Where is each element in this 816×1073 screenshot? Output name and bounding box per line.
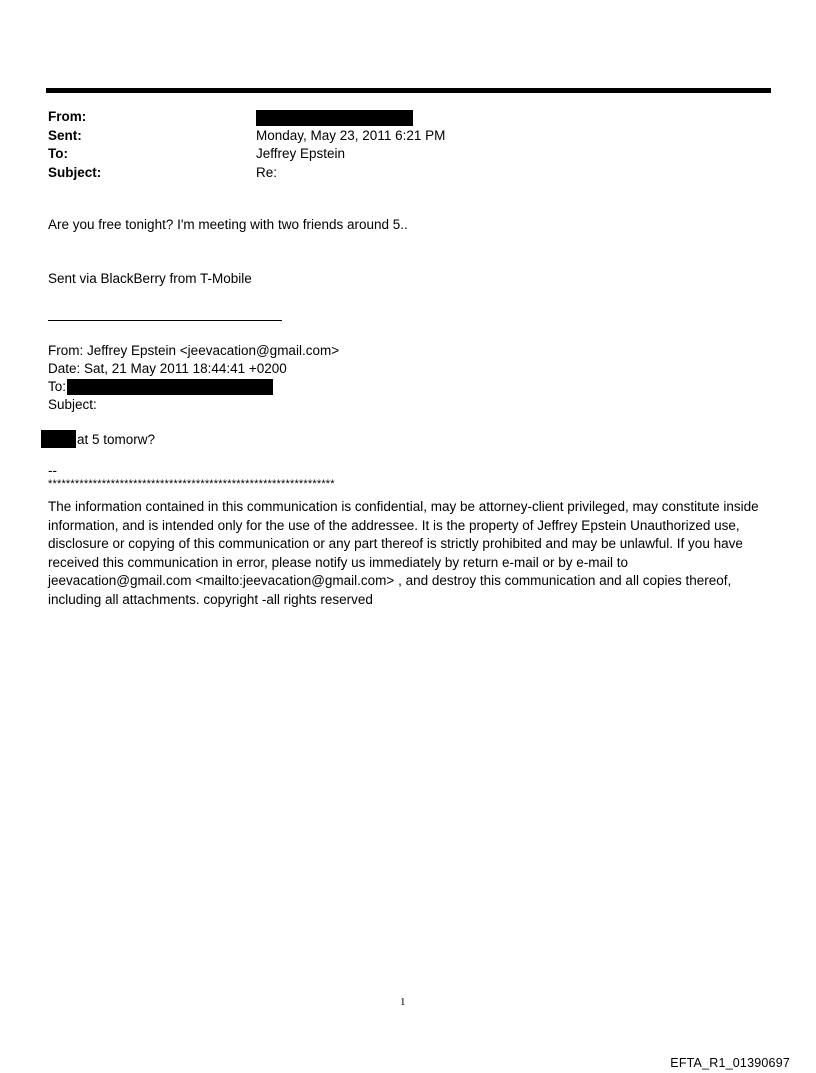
redaction-box	[67, 379, 273, 395]
confidentiality-notice: The information contained in this communication is confidential, may be attorney-client privileged, may constitute inside information, and is intended only for the use of the addressee. It is the property of Jeffrey Epstein Unauthorized use, disclosure or copying of this communication or any part thereof is strictly prohibited and may be unlawful. If you have received this communication in error, please notify us immediately by return e-mail or by e-mail to jeevacation@gmail.com <mailto:jeevacation@gmail.com> , and destroy this communication and all copies thereof, including all attachments. copyright -all rights reserved	[48, 499, 759, 607]
sent-label: Sent:	[48, 127, 82, 143]
disclaimer-block	[48, 464, 768, 609]
signature-line: Sent via BlackBerry from T-Mobile	[48, 271, 252, 286]
header-from-row	[48, 108, 748, 127]
subject-value: Re:	[256, 164, 278, 180]
message-body: Are you free tonight? I'm meeting with two friends around 5..	[48, 217, 408, 232]
quoted-date: Date: Sat, 21 May 2011 18:44:41 +0200	[48, 361, 287, 376]
quoted-message-row	[41, 430, 155, 449]
quoted-from: From: Jeffrey Epstein <jeevacation@gmail.com>	[48, 343, 340, 358]
from-label: From:	[48, 109, 87, 124]
asterisk-divider: ****************************************************************	[48, 478, 335, 490]
quoted-to-row	[48, 378, 339, 396]
top-divider	[46, 88, 771, 93]
to-label: To:	[48, 146, 68, 161]
bates-number: EFTA_R1_01390697	[670, 1056, 790, 1070]
quoted-message: at 5 tomorw?	[77, 432, 156, 447]
signature-dashes: --	[48, 463, 57, 478]
sent-value: Monday, May 23, 2011 6:21 PM	[256, 127, 446, 143]
header-sent-row	[48, 127, 748, 146]
quoted-subject: Subject:	[48, 397, 97, 412]
quoted-to-label: To:	[48, 379, 67, 394]
to-value: Jeffrey Epstein	[256, 146, 346, 161]
redaction-box	[41, 430, 76, 448]
header-to-row	[48, 145, 748, 164]
header-subject-row	[48, 164, 748, 183]
subject-label: Subject:	[48, 164, 102, 180]
quoted-header	[48, 342, 339, 414]
redaction-box	[256, 110, 413, 126]
email-header	[48, 108, 748, 182]
from-value	[256, 108, 748, 127]
quote-separator	[48, 320, 282, 321]
page-number: 1	[400, 996, 406, 1008]
